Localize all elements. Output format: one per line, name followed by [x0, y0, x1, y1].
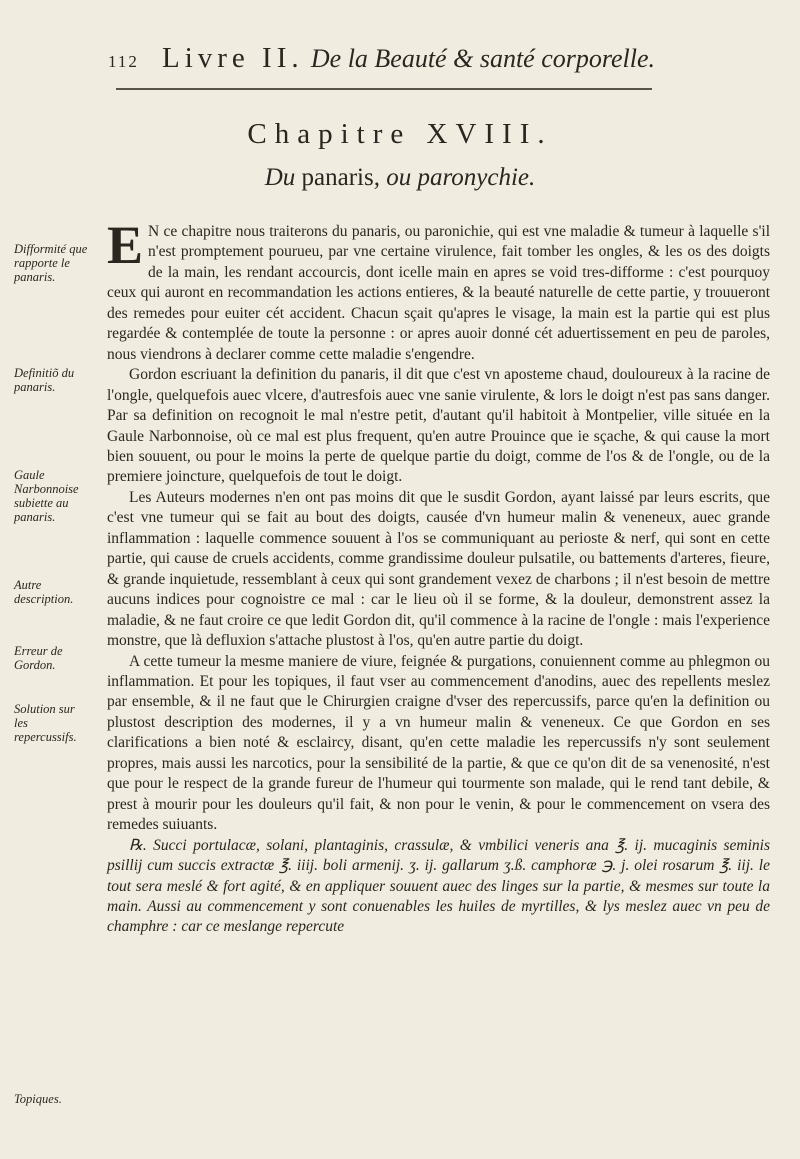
- chapter-subtitle-term: panaris: [301, 164, 374, 191]
- paragraph-modern-authors: Les Auteurs modernes n'en ont pas moins dit que le susdit Gordon, ayant laissé par leurs escrits, que c'est vne tumeur qui se fait au bout des doigts, causée d'vn humeur malin & veneneux, auec grande inflammation : laquelle commence souuent à l'os se communiquant au perioste & nerf, qui sont en cette partie, qui cause de cruels accidents, comme grandissime douleur pulsatile, ou battements d'arteres, fieure, & grande inquietude, ressemblant à ceux qui sont grandement vexez de charbons ; il n'est besoin de mettre aucuns indices pour cognoistre ce mal : car le lieu où il se forme, & la douleur, demonstrent assez la maladie, & ne faut croire ce que ledit Gordon dit, qu'il commence à la racine de l'ongle : mais l'experience monstre, que là defluxion s'attache plustost à l'os, qu'en autre partie du doigt.: [107, 488, 770, 650]
- running-head: [162, 42, 655, 75]
- running-head-book: Livre II.: [162, 42, 304, 74]
- sidenote-topiques: Topiques.: [14, 1092, 62, 1106]
- paragraph-treatment: A cette tumeur la mesme maniere de viure, feignée & purgations, conuiennent comme au phlegmon ou inflammation. Et pour les topiques, il faut vser au commencement d'anodins, auec des repellents meslez par ensemble, & il ne faut que le Chirurgien craigne d'vser des repercussifs, parce qu'en la definition ou plustost description des modernes, il y a vn humeur malin & veneneux. Ce que Gordon en ses clarifications a bien noté & esclaircy, disant, qu'en cette maladie les repercussifs n'y sont seulement propres, mais aussi les narcotics, pour la sensibilité de la partie, & que ce qu'on dit de sa venenosité, n'est que pour le respect de la grande fureur de l'humeur qui tourmente son malade, qui le rend tant debile, & prest à mourir pour les douleurs qu'il fait, & non pour le venin, & pour le commencement on vsera des remedes suiuants.: [107, 652, 770, 834]
- page-number: 112: [108, 52, 139, 71]
- running-head-title: De la Beauté & santé corporelle.: [310, 44, 656, 73]
- sidenote-repercussifs: Solution sur les repercussifs.: [14, 702, 77, 744]
- drop-cap: E: [107, 215, 144, 275]
- chapter-body: [107, 215, 770, 938]
- sidenote-definition: Definitiõ du panaris.: [14, 366, 75, 394]
- paragraph-intro-text: N ce chapitre nous traiterons du panaris, ou paronichie, qui est vne maladie & tumeur à laquelle s'il n'est promptement pourueu, par vne certaine virulence, fait tomber les ongles, & les os des doigts de la main, les rendant accourcis, dont icelle main en apres se void tres-difforme : c'est pourquoy ceux qui auront en recommandation les actions entieres, & la beauté naturelle de cette partie, y trouueront des remedes pour euiter cét accident. Chacun sçait qu'apres le visage, la main est la partie qui est plus regardée & contemplée de toute la personne : or apres auoir donné cét aduertissement en peu de paroles, nous viendrons à declarer comme cette maladie s'engendre.: [107, 223, 770, 363]
- paragraph-intro: [107, 215, 770, 365]
- sidenote-difformite: Difformité que rapporte le panaris.: [14, 242, 88, 284]
- chapter-subtitle-prefix: Du: [264, 164, 302, 191]
- chapter-subtitle: [0, 164, 800, 192]
- sidenote-gaule-narbonnoise: Gaule Narbonnoise subiette au panaris.: [14, 468, 79, 524]
- sidenote-erreur-gordon: Erreur de Gordon.: [14, 644, 63, 672]
- header-rule: [116, 88, 652, 90]
- chapter-heading: Chapitre XVIII.: [247, 118, 553, 150]
- paragraph-definition: Gordon escriuant la definition du panaris, il dit que c'est vn aposteme chaud, douloureux à la racine de l'ongle, quelquefois auec vlcere, d'autresfois auec vne sanie virulente, & lors le doigt n'est pas sans danger. Par sa definition on recognoit le mal n'estre petit, d'autant qu'il habitoit à Montpelier, ville située en la Gaule Narbonnoise, où ce mal est plus frequent, qu'en autre Prouince que ie sçache, & qui cause la mort bien souuent, ou pour le moins la perte de quelque partie du doigt, comme de l'os & de l'ongle, ou de la premiere joincture, quelquefois de tout le doigt.: [107, 366, 770, 486]
- page-header: [100, 36, 740, 92]
- chapter-subtitle-suffix: , ou paronychie.: [373, 164, 536, 191]
- paragraph-recipe: ℞. Succi portulacæ, solani, plantaginis, crassulæ, & vmbilici veneris ana ℥. ij. mucaginis seminis psillij cum succis extractæ ℥. iiij. boli armenij. ʒ. ij. gallarum ʒ.ß. camphoræ ℈. j. olei rosarum ℥. iij. le tout sera meslé & fort agité, & en appliquer souuent auec des linges sur la partie, & mesmes sur toute la main. Aussi au commencement y sont conuenables les huiles de myrtilles, & lys meslez auec vn peu de champhre : car ce meslange repercute: [107, 836, 770, 936]
- sidenote-autre-description: Autre description.: [14, 578, 74, 606]
